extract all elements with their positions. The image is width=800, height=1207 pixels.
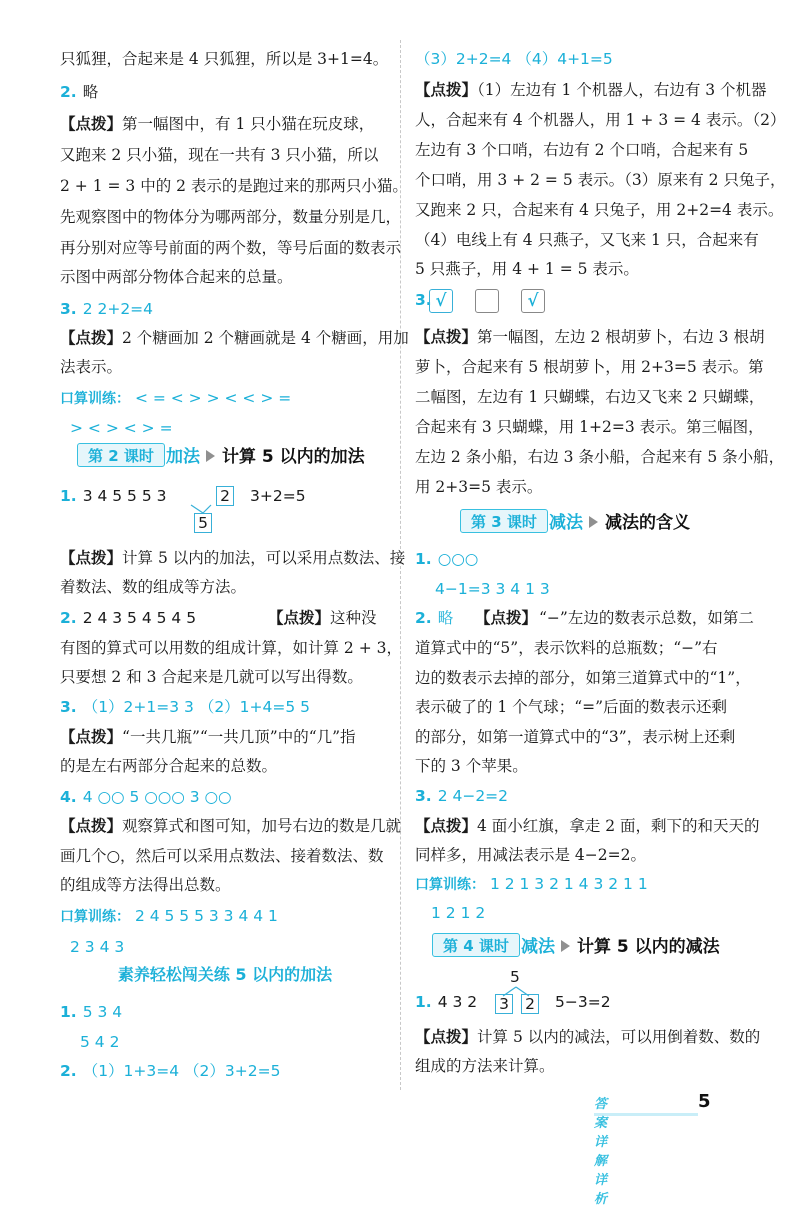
tip-line: 【点拨】第一幅图，左边 2 根胡萝卜，右边 3 根胡	[415, 328, 765, 346]
practice-question-1: 1. 5 3 4	[60, 1003, 123, 1021]
practice-question-1-line2: 5 4 2	[80, 1033, 120, 1051]
lesson-badge: 第 2 课时	[77, 443, 165, 467]
tip-line: 【点拨】（1）左边有 1 个机器人，右边有 3 个机器	[415, 81, 767, 99]
tip-line: 的是左右两部分合起来的总数。	[60, 757, 278, 775]
practice-question-2: 2. （1）1+3=4 （2）3+2=5	[60, 1062, 281, 1080]
lesson-category: 减法	[521, 937, 555, 957]
tip-line: 同样多，用减法表示是 4−2=2。	[415, 846, 646, 864]
lesson2-question-4: 4. 4 ○○ 5 ○○○ 3 ○○	[60, 788, 232, 806]
question-3: 3. √ √	[415, 290, 745, 316]
tip-line: 下的 3 个苹果。	[415, 757, 528, 775]
tip-line: 的部分，如第一道算式中的“3”，表示树上还剩	[415, 728, 736, 746]
tip-line: 【点拨】第一幅图中，有 1 只小猫在玩皮球，	[60, 115, 375, 133]
tip-line: 边的数表示去掉的部分，如第三道算式中的“1”，	[415, 669, 751, 687]
lesson-category: 加法	[166, 447, 200, 467]
lesson4-question-1: 1. 4 3 2 3 2 5−3=2	[415, 993, 611, 1013]
oral-training: 口算训练： 2 4 5 5 5 3 3 4 4 1	[60, 907, 278, 925]
composition-box: 5	[194, 513, 212, 533]
tip-line: 【点拨】2 个糖画加 2 个糖画就是 4 个糖画，用加	[60, 329, 409, 347]
tip-line: 再分别对应等号前面的两个数，等号后面的数表示	[60, 239, 402, 257]
arrow-icon	[561, 940, 570, 952]
tip-line: 又跑来 2 只小猫，现在一共有 3 只小猫，所以	[60, 146, 379, 164]
tip-line: 5 只燕子，用 4 + 1 = 5 表示。	[415, 260, 639, 278]
check-box: √	[429, 289, 453, 313]
tip-line: 道算式中的“5”，表示饮料的总瓶数；“−”右	[415, 639, 718, 657]
lesson2-question-2: 2. 2 4 3 5 4 5 4 5 【点拨】 这种没	[60, 609, 377, 627]
lesson-4-heading	[415, 930, 745, 960]
footer-label: 答案详解详析	[594, 1097, 609, 1207]
arrow-icon	[589, 516, 598, 528]
tip-line: 先观察图中的物体分为哪两部分，数量分别是几，	[60, 208, 402, 226]
tip-line: 二幅图，左边有 1 只蝴蝶，右边又飞来 2 只蝴蝶，	[415, 388, 765, 406]
oral-training: 口算训练： 1 2 1 3 2 1 4 3 2 1 1	[415, 875, 648, 893]
composition-top: 5	[510, 968, 520, 986]
practice-title: 素养轻松闯关练 5 以内的加法	[117, 965, 333, 984]
footer-bar	[594, 1113, 698, 1116]
tip-line: 2 + 1 = 3 中的 2 表示的是跑过来的那两只小猫。	[60, 177, 408, 195]
tip-line: 又跑来 2 只，合起来有 4 只兔子，用 2+2=4 表示。	[415, 201, 784, 219]
lesson-badge: 第 3 课时	[460, 509, 548, 533]
lesson3-question-1: 1. ○○○	[415, 550, 479, 568]
composition-box: 3	[495, 994, 513, 1014]
lesson-title: 计算 5 以内的加法	[222, 447, 365, 467]
composition-box: 2	[521, 994, 539, 1014]
tip-line: 用 2+3=5 表示。	[415, 478, 543, 496]
tip-line: 个口哨，用 3 + 2 = 5 表示。（3）原来有 2 只兔子，	[415, 171, 786, 189]
tip-line: 萝卜，合起来有 5 根胡萝卜，用 2+3=5 表示。第	[415, 358, 764, 376]
oral-training-line2: 1 2 1 2	[431, 904, 486, 922]
tip-line: 人，合起来有 4 个机器人，用 1 + 3 = 4 表示。（2）	[415, 111, 786, 129]
page-number: 5	[698, 1091, 711, 1112]
composition-lines	[187, 505, 247, 517]
lesson-title: 计算 5 以内的减法	[577, 937, 720, 957]
lesson-category: 减法	[549, 513, 583, 533]
tip-line: 左边有 3 个口哨，右边有 2 个口哨，合起来有 5	[415, 141, 749, 159]
tip-line: 【点拨】计算 5 以内的加法，可以采用点数法、接	[60, 549, 406, 567]
arrow-icon	[206, 450, 215, 462]
tip-line: （4）电线上有 4 只燕子，又飞来 1 只，合起来有	[415, 231, 759, 249]
lesson3-question-1-line2: 4−1=3 3 4 1 3	[435, 580, 550, 598]
tip-line: 【点拨】“一共几瓶”“一共几顶”中的“几”指	[60, 728, 356, 746]
tip-line: 【点拨】观察算式和图可知，加号右边的数是几就	[60, 817, 402, 835]
tip-line: 示图中两部分物体合起来的总量。	[60, 268, 293, 286]
lesson-3-heading	[415, 506, 745, 536]
answer-line: （3）2+2=4 （4）4+1=5	[415, 50, 613, 68]
tip-line: 画几个○，然后可以采用点数法、接着数法、数	[60, 847, 384, 865]
check-box	[475, 289, 499, 313]
composition-box: 2	[216, 486, 234, 506]
lesson3-question-3: 3. 2 4−2=2	[415, 787, 509, 805]
text-line: 只狐狸，合起来是 4 只狐狸，所以是 3+1=4。	[60, 50, 389, 68]
lesson-2-heading	[60, 440, 390, 470]
tip-line: 左边 2 条小船，右边 3 条小船，合起来有 5 条小船，	[415, 448, 785, 466]
lesson2-question-3: 3. （1）2+1=3 3 （2）1+4=5 5	[60, 698, 311, 716]
tip-line: 组成的方法来计算。	[415, 1057, 555, 1075]
lesson-badge: 第 4 课时	[432, 933, 520, 957]
tip-line: 只要想 2 和 3 合起来是几就可以写出得数。	[60, 668, 363, 686]
tip-line: 法表示。	[60, 358, 123, 376]
lesson-title: 减法的含义	[605, 513, 690, 533]
lesson2-question-1: 1. 3 4 5 5 5 3 2 3+2=5 5	[60, 487, 306, 532]
oral-training: 口算训练： < = < > > < < > =	[60, 389, 292, 407]
tip-line: 合起来有 3 只蝴蝶，用 1+2=3 表示。第三幅图，	[415, 418, 764, 436]
lesson3-question-2: 2. 略 【点拨】 “−”左边的数表示总数，如第二	[415, 609, 754, 627]
question-2: 2. 略	[60, 83, 99, 101]
tip-line: 的组成等方法得出总数。	[60, 876, 231, 894]
tip-line: 着数法、数的组成等方法。	[60, 578, 247, 596]
tip-line: 【点拨】计算 5 以内的减法，可以用倒着数、数的	[415, 1028, 761, 1046]
question-3: 3. 2 2+2=4	[60, 300, 154, 318]
tip-line: 有图的算式可以用数的组成计算，如计算 2 + 3，	[60, 639, 402, 657]
tip-line: 【点拨】4 面小红旗，拿走 2 面，剩下的和天天的	[415, 817, 760, 835]
tip-line: 表示破了的 1 个气球；“=”后面的数表示还剩	[415, 698, 728, 716]
check-box: √	[521, 289, 545, 313]
oral-training-line2: 2 3 4 3	[70, 938, 125, 956]
oral-training-line2: > < > < > =	[70, 419, 173, 437]
